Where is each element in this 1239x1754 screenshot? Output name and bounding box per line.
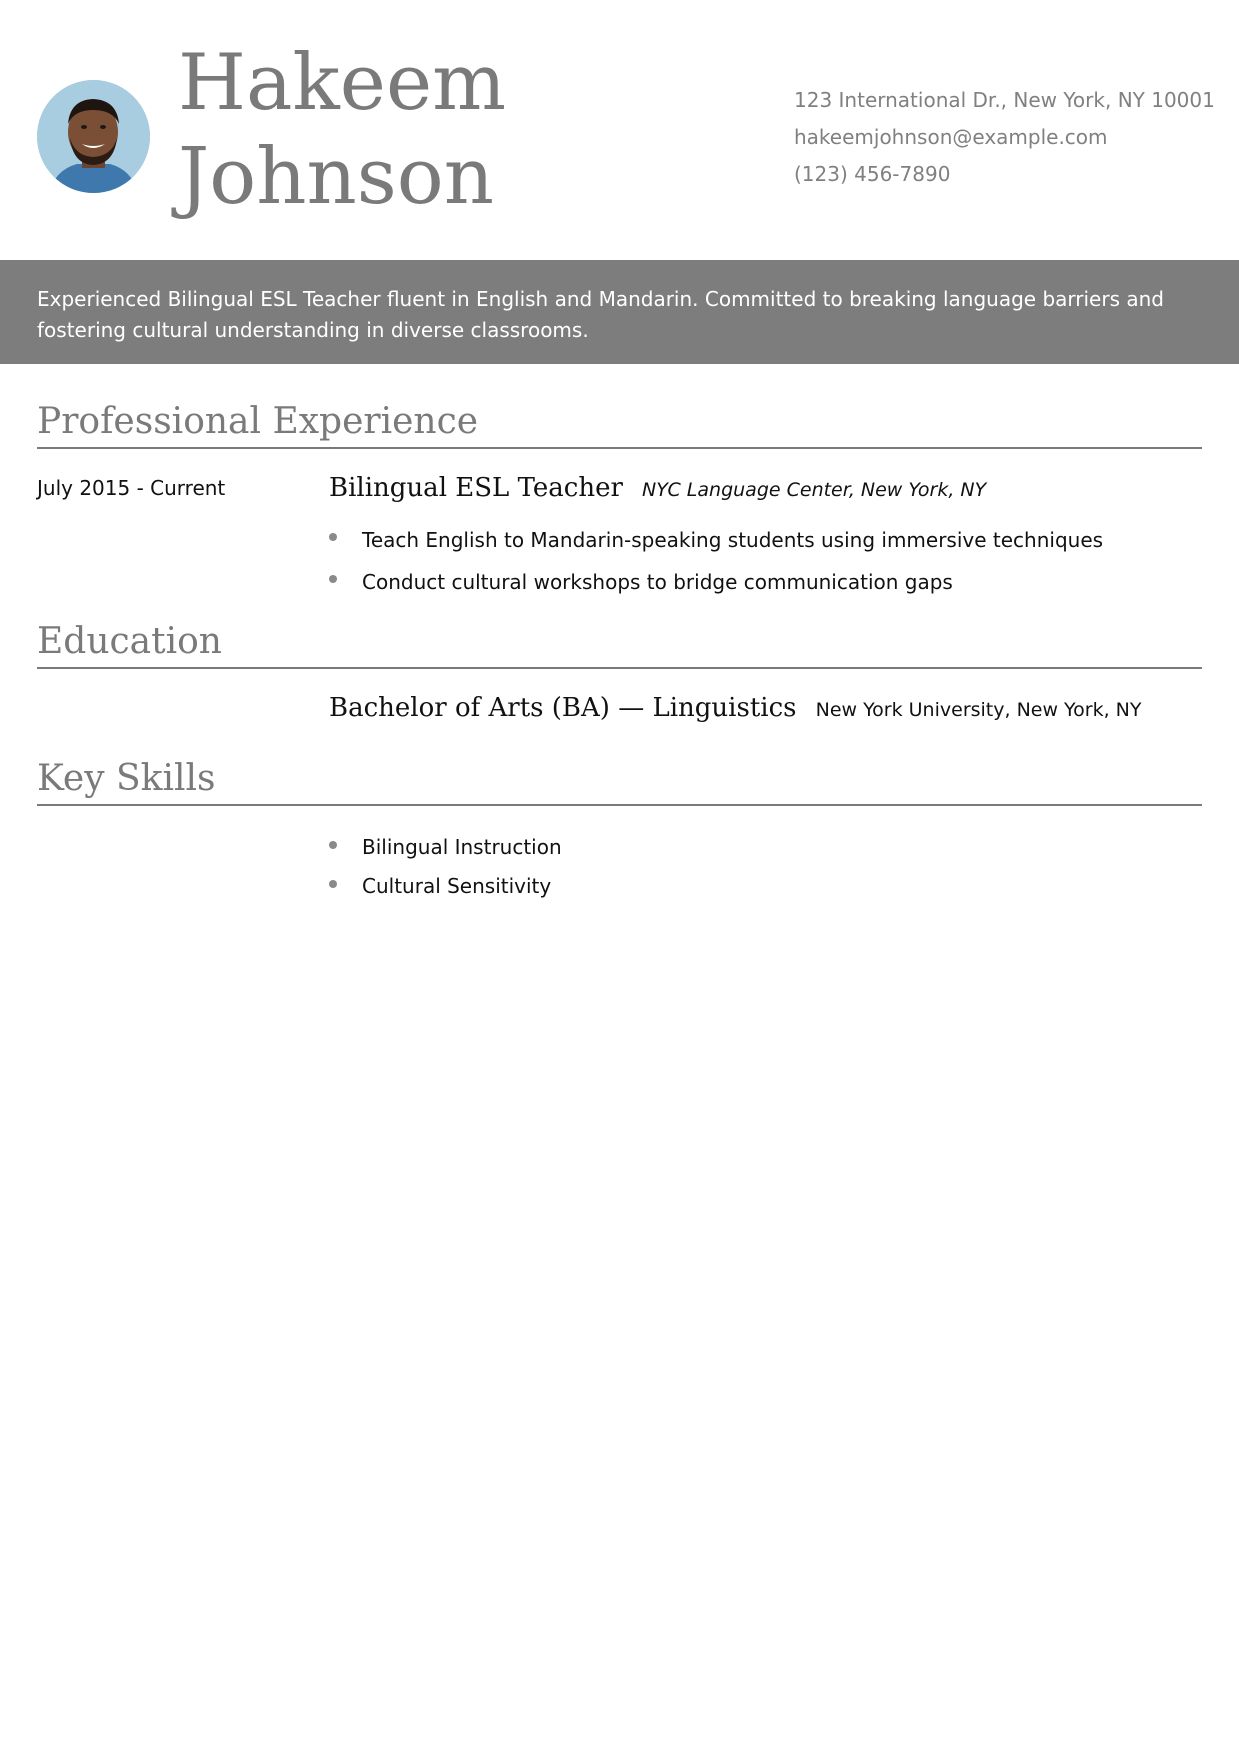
skill-text: Cultural Sensitivity [362, 874, 552, 898]
bullet-icon [329, 575, 337, 583]
job-responsibilities [329, 519, 1103, 603]
school-name: New York University, New York, NY [815, 699, 1142, 721]
degree-title: Bachelor of Arts (BA) — Linguistics [329, 693, 797, 723]
contact-info [794, 82, 1215, 193]
first-name: Hakeem [178, 38, 507, 128]
candidate-name [178, 36, 506, 224]
list-item [329, 561, 1103, 603]
job-dates: July 2015 - Current [37, 476, 226, 500]
profile-photo [37, 80, 150, 193]
list-item [329, 519, 1103, 561]
education-entry [329, 693, 1141, 723]
job-title: Bilingual ESL Teacher [329, 473, 623, 503]
bullet-icon [329, 841, 337, 849]
list-item [329, 867, 562, 906]
responsibility-text: Conduct cultural workshops to bridge communication gaps [362, 570, 953, 594]
bullet-icon [329, 533, 337, 541]
resume-header [0, 0, 1239, 260]
job-heading [329, 473, 986, 503]
contact-address: 123 International Dr., New York, NY 10001 [794, 88, 1215, 112]
contact-email: hakeemjohnson@example.com [794, 125, 1108, 149]
summary-banner: Experienced Bilingual ESL Teacher fluent in English and Mandarin. Committed to breaking language barriers and fostering cultural understanding in diverse classrooms. [0, 260, 1239, 364]
responsibility-text: Teach English to Mandarin-speaking students using immersive techniques [362, 528, 1104, 552]
job-organization: NYC Language Center, New York, NY [642, 479, 987, 501]
last-name: Johnson [178, 132, 494, 222]
skills-list [329, 828, 562, 906]
section-title-education: Education [37, 619, 1202, 669]
contact-phone: (123) 456-7890 [794, 162, 951, 186]
list-item [329, 828, 562, 867]
section-title-experience: Professional Experience [37, 399, 1202, 449]
section-title-skills: Key Skills [37, 756, 1202, 806]
person-portrait-icon [37, 80, 150, 193]
skill-text: Bilingual Instruction [362, 835, 562, 859]
bullet-icon [329, 880, 337, 888]
